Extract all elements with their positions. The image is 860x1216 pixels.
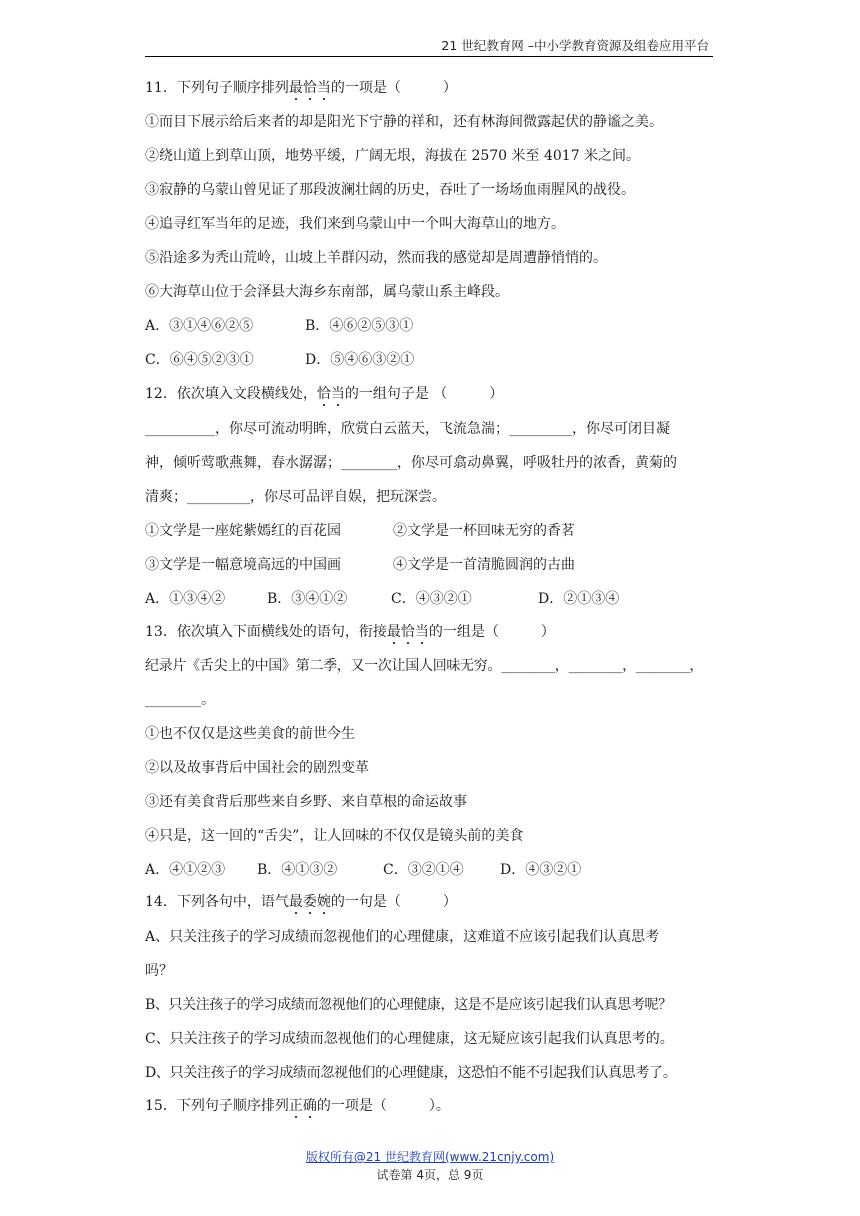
page-header [145, 36, 713, 57]
q11-option-d: D．⑤④⑥③②① [305, 352, 415, 368]
q13-sentence-4: ④只是，这一回的“舌尖”，让人回味的不仅仅是镜头前的美食 [145, 828, 524, 844]
q11-option-a: A．③①④⑥②⑤ [145, 318, 254, 334]
q14-option-d: D、只关注孩子的学习成绩而忽视他们的心理健康，这恐怕不能不引起我们认真思考了。 [145, 1065, 677, 1081]
q13-sentence-1: ①也不仅仅是这些美食的前世今生 [145, 726, 355, 742]
question-11-stem [145, 78, 457, 98]
q11-option-c: C．⑥④⑤②③① [145, 352, 254, 368]
q12-item-3: ③文学是一幅意境高远的中国画 [145, 557, 341, 573]
stem-text: 的一句是（ ） [330, 894, 457, 910]
q14-option-c: C、只关注孩子的学习成绩而忽视他们的心理健康，这无疑应该引起我们认真思考的。 [145, 1031, 674, 1047]
q11-sentence-1: ①而目下展示给后来者的却是阳光下宁静的祥和，还有林海间微露起伏的静谧之美。 [145, 114, 663, 130]
emphasis-dotted [289, 894, 331, 910]
emphasis-dotted [387, 624, 429, 640]
emphasis-char: 确 [302, 1098, 317, 1114]
q11-sentence-3: ③寂静的乌蒙山曾见证了那段波澜壮阔的历史，吞吐了一场场血雨腥风的战役。 [145, 182, 635, 198]
emphasis-dotted [317, 386, 345, 402]
stem-text: 13．依次填入下面横线处的语句，衔接 [145, 624, 387, 640]
q12-passage-line-2: 神，倾听莺歌燕舞，春水潺潺；________，你尽可翕动鼻翼，呼吸牡丹的浓香，黄菊的 [145, 455, 677, 471]
q12-option-b: B．③④①② [267, 591, 348, 607]
q12-option-d: D．②①③④ [538, 591, 620, 607]
emphasis-char: 当 [330, 386, 345, 402]
header-title: 21 世纪教育网 –中小学教育资源及组卷应用平台 [441, 38, 709, 53]
stem-text: 12．依次填入文段横线处， [145, 386, 317, 402]
q13-option-b: B．④①③② [257, 862, 338, 878]
emphasis-dotted [289, 80, 331, 96]
q11-option-b: B．④⑥②⑤③① [305, 318, 414, 334]
q13-sentence-2: ②以及故事背后中国社会的剧烈变革 [145, 760, 369, 776]
stem-text: 的一项是（ ）。 [316, 1098, 450, 1114]
emphasis-char: 婉 [316, 894, 331, 910]
q12-item-4: ④文学是一首清脆圆润的古曲 [393, 557, 575, 573]
q13-passage-line-1: 纪录片《舌尖上的中国》第二季，又一次让国人回味无穷。________，________，________， [145, 658, 704, 674]
question-12-stem [145, 384, 503, 404]
emphasis-char: 当 [414, 624, 429, 640]
q11-sentence-5: ⑤沿途多为秃山荒岭，山坡上羊群闪动，然而我的感觉却是周遭静悄悄的。 [145, 250, 607, 266]
q14-option-a-line-2: 吗？ [145, 963, 173, 979]
q11-sentence-2: ②绕山道上到草山顶，地势平缓，广阔无垠，海拔在 2570 米至 4017 米之间。 [145, 148, 641, 164]
stem-text: 11．下列句子顺序排列 [145, 80, 289, 96]
q13-sentence-3: ③还有美食背后那些来自乡野、来自草根的命运故事 [145, 794, 467, 810]
copyright-link[interactable]: 版权所有@21 世纪教育网(www.21cnjy.com) [305, 1150, 555, 1164]
emphasis-char: 委 [302, 894, 317, 910]
emphasis-char: 最 [288, 894, 303, 910]
stem-text: 14．下列各句中，语气 [145, 894, 289, 910]
emphasis-char: 正 [288, 1098, 303, 1114]
q13-option-d: D．④③②① [500, 862, 582, 878]
stem-text: 的一组是（ ） [428, 624, 555, 640]
page-number: 试卷第 4页，总 9页 [376, 1168, 484, 1182]
emphasis-char: 恰 [302, 80, 317, 96]
q13-option-c: C．③②①④ [383, 862, 464, 878]
q13-passage-line-2: ________。 [145, 692, 215, 708]
q13-option-a: A．④①②③ [145, 862, 226, 878]
emphasis-char: 恰 [400, 624, 415, 640]
emphasis-char: 最 [288, 80, 303, 96]
stem-text: 的一项是（ ） [330, 80, 457, 96]
q11-sentence-6: ⑥大海草山位于会泽县大海乡东南部，属乌蒙山系主峰段。 [145, 284, 509, 300]
question-13-stem [145, 622, 555, 642]
q12-passage-line-1: __________，你尽可流动明眸，欣赏白云蓝天，飞流急湍；_________，你尽可闭目凝 [145, 421, 670, 437]
emphasis-char: 当 [316, 80, 331, 96]
q14-option-a-line-1: A、只关注孩子的学习成绩而忽视他们的心理健康，这难道不应该引起我们认真思考 [145, 929, 660, 945]
stem-text: 的一组句子是 （ ） [344, 386, 504, 402]
q12-item-2: ②文学是一杯回味无穷的香茗 [393, 523, 575, 539]
question-15-stem [145, 1096, 450, 1116]
stem-text: 15．下列句子顺序排列 [145, 1098, 289, 1114]
emphasis-char: 恰 [316, 386, 331, 402]
question-14-stem [145, 892, 457, 912]
q12-item-1: ①文学是一座姹紫嫣红的百花园 [145, 523, 341, 539]
emphasis-dotted [289, 1098, 317, 1114]
q12-option-c: C．④③②① [391, 591, 472, 607]
q12-option-a: A．①③④② [145, 591, 226, 607]
q14-option-b: B、只关注孩子的学习成绩而忽视他们的心理健康，这是不是应该引起我们认真思考呢？ [145, 997, 672, 1013]
q12-passage-line-3: 清爽；_________，你尽可品评自娱，把玩深尝。 [145, 489, 446, 505]
emphasis-char: 最 [386, 624, 401, 640]
q11-sentence-4: ④追寻红军当年的足迹，我们来到乌蒙山中一个叫大海草山的地方。 [145, 216, 565, 232]
